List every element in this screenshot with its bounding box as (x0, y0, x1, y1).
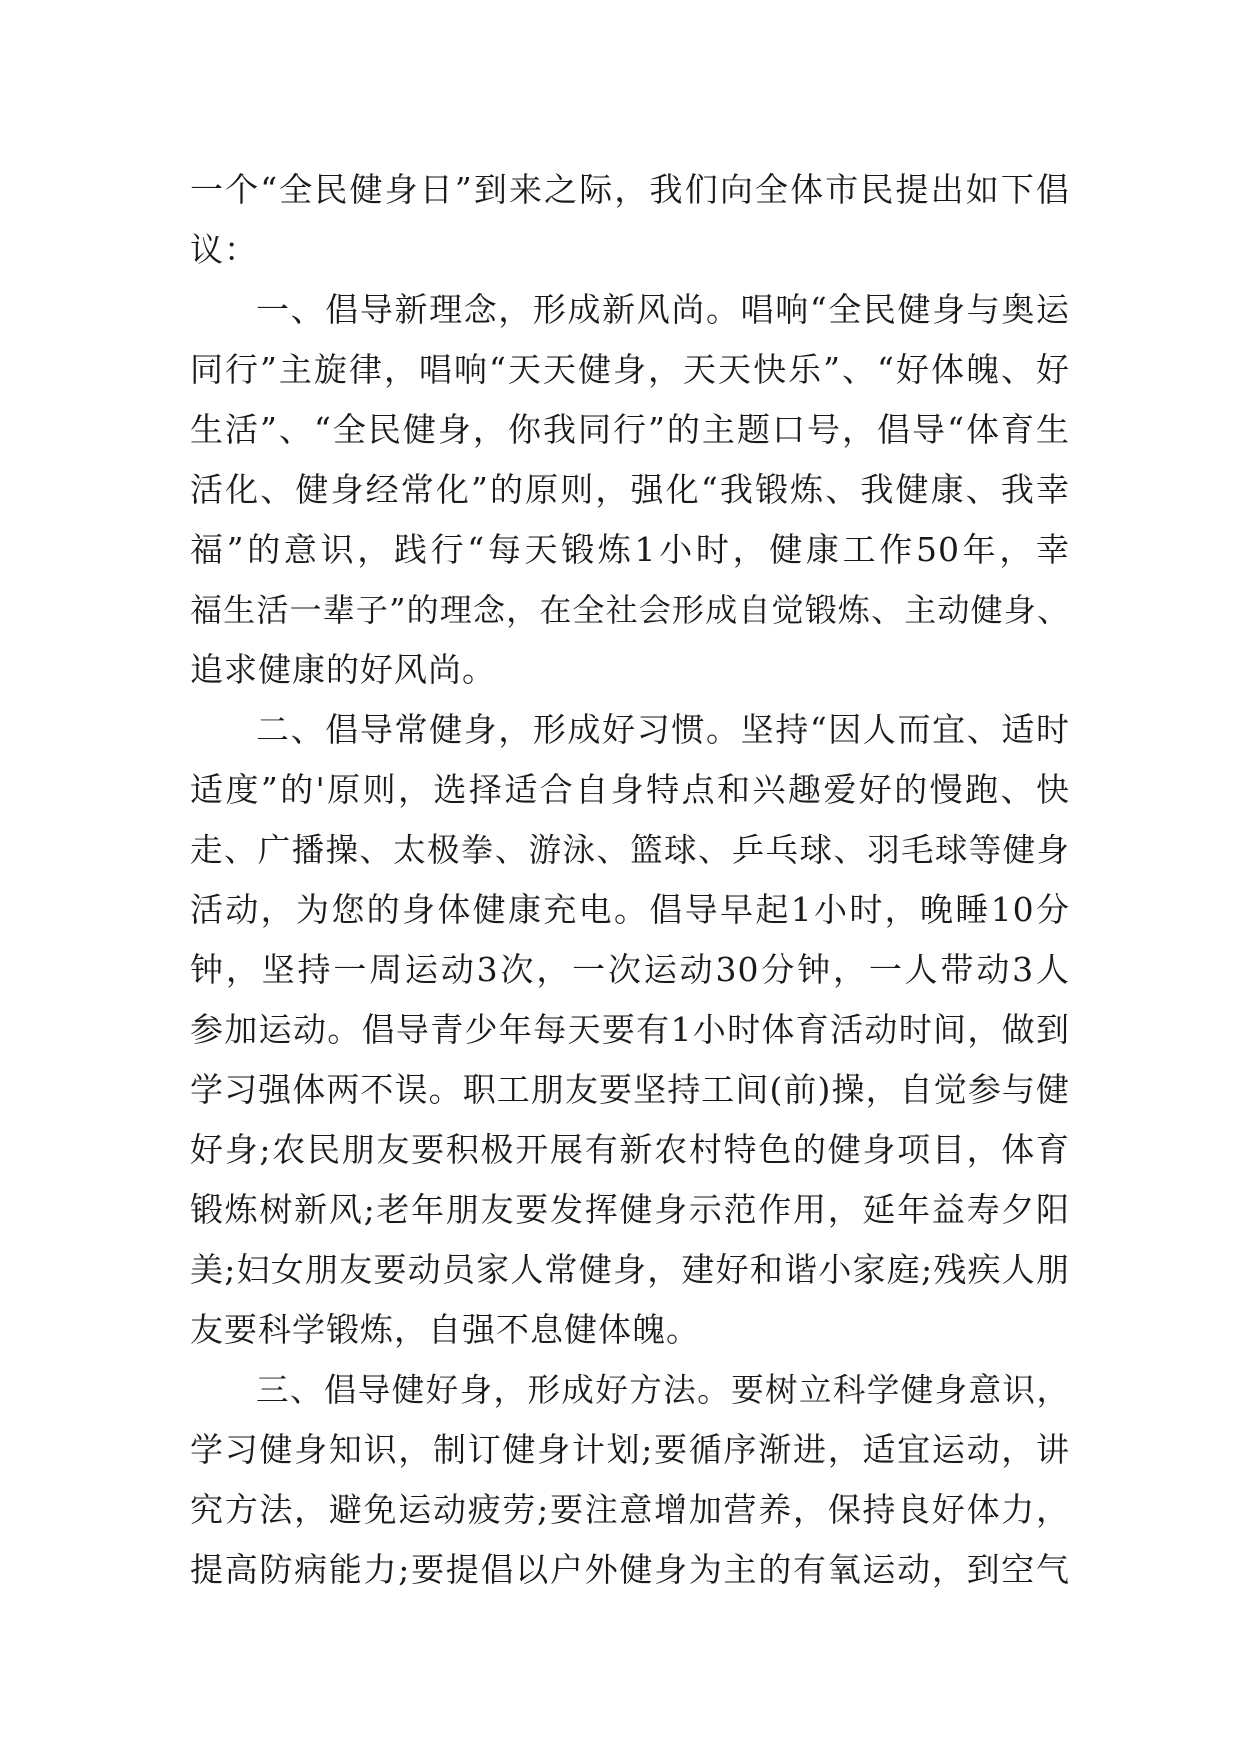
text-line: 究方法，避免运动疲劳;要注意增加营养，保持良好体力， (190, 1490, 1070, 1529)
text-line: 生活”、“全民健身，你我同行”的主题口号，倡导“体育生 (190, 410, 1070, 449)
text-line: 福生活一辈子”的理念，在全社会形成自觉锻炼、主动健身、 (190, 591, 1070, 629)
text-line: 钟，坚持一周运动3次，一次运动30分钟，一人带动3人 (190, 950, 1070, 989)
text-line: 适度”的'原则，选择适合自身特点和兴趣爱好的慢跑、快 (190, 770, 1070, 809)
text-line: 美;妇女朋友要动员家人常健身，建好和谐小家庭;残疾人朋 (190, 1250, 1070, 1289)
text-line: 走、广播操、太极拳、游泳、篮球、乒乓球、羽毛球等健身 (190, 831, 1070, 869)
text-line: 活动，为您的身体健康充电。倡导早起1小时，晚睡10分 (190, 890, 1070, 929)
text-line: 二、倡导常健身，形成好习惯。坚持“因人而宜、适时 (256, 710, 1070, 749)
text-line: 参加运动。倡导青少年每天要有1小时体育活动时间，做到 (190, 1010, 1070, 1049)
text-line: 同行”主旋律，唱响“天天健身，天天快乐”、“好体魄、好 (190, 350, 1070, 389)
text-line: 学习强体两不误。职工朋友要坚持工间(前)操，自觉参与健 (190, 1070, 1070, 1109)
text-line: 友要科学锻炼，自强不息健体魄。 (190, 1310, 700, 1349)
text-line: 议： (190, 230, 258, 269)
text-line: 福”的意识，践行“每天锻炼1小时，健康工作50年，幸 (190, 530, 1070, 569)
text-line: 提高防病能力;要提倡以户外健身为主的有氧运动，到空气 (190, 1550, 1070, 1589)
text-line: 学习健身知识，制订健身计划;要循序渐进，适宜运动，讲 (190, 1430, 1070, 1469)
text-line: 锻炼树新风;老年朋友要发挥健身示范作用，延年益寿夕阳 (190, 1190, 1070, 1229)
text-line: 活化、健身经常化”的原则，强化“我锻炼、我健康、我幸 (190, 470, 1070, 509)
text-line: 一个“全民健身日”到来之际，我们向全体市民提出如下倡 (190, 170, 1070, 209)
text-line: 三、倡导健好身，形成好方法。要树立科学健身意识， (256, 1371, 1070, 1409)
text-line: 好身;农民朋友要积极开展有新农村特色的健身项目，体育 (190, 1130, 1070, 1169)
text-line: 追求健康的好风尚。 (190, 650, 496, 689)
text-line: 一、倡导新理念，形成新风尚。唱响“全民健身与奥运 (256, 290, 1070, 329)
document-body (190, 160, 1070, 1600)
